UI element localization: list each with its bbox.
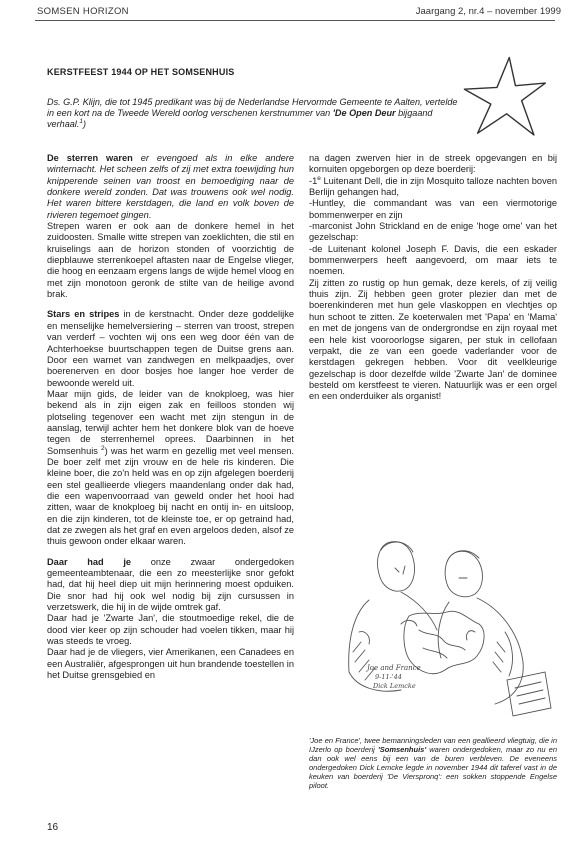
text-column-right: [309, 153, 557, 403]
paragraph: Zij zitten zo rustig op hun gemak, deze kerels, of zij veilig thuis zijn. Zij hebben geen groter plezier dan met de boerenkinderen met hun gele vlaskoppen en vlechtjes op hun schoot te zitten. Ze koeterwalen met 'Papa' en 'Mama' en met de jongens van de ondergrondse en zijn royaal met een hele kist vooroorlogse sigaren, per stuk in cellofaan verpakt, die ze van een goede vaderlander voor de kerstdagen gekregen hebben. Voor dit veelkleurige gezelschap is door dezelfde wilde 'Zwarte Jan' de dominee besteld om kerstfeest te vieren. Natuurlijk was er een orgel en een onderduiker als organist!: [309, 277, 557, 402]
list-item: -de Luitenant kolonel Joseph F. Davis, die een eskader bommenwerpers heeft aangevoerd, om maar iets te noemen.: [309, 243, 557, 277]
list-item: -1e Luitenant Dell, die in zijn Mosquito talloze nachten boven Berlijn gehangen had,: [309, 174, 557, 198]
paragraph: De sterren waren er evengoed als in elke andere winternacht. Het scheen zelfs of zij met extra toewijding hun knipperende seinen van troost en bemoediging naar de donkere wereld zonden. Dat was trouwens ook wel nodig. Het waren bittere kerstdagen, die land en volk boven de rivieren tegemoet gingen.: [47, 153, 295, 220]
paragraph: Daar had je 'Zwarte Jan', die stoutmoedige rekel, die de dood vier keer op zijn schouder had voelen tikken, maar hij was steeds te vroeg.: [47, 613, 294, 647]
article-intro: Ds. G.P. Klijn, die tot 1945 predikant was bij de Nederlandse Hervormde Gemeente te Aalten, vertelde in een kort na de Tweede Wereld oorlog verschenen kerstnummer van 'De Open Deur bijgaand verhaal.$^1$): [47, 97, 458, 130]
list-item: -marconist John Strickland en de enige 'hoge ome' van het gezelschap:: [309, 221, 557, 243]
sketch-inscription-line-1: Joe and France: [367, 664, 421, 672]
issue-info: Jaargang 2, nr.4 – november 1999: [415, 6, 561, 17]
paragraph: Stars en stripes in de kerstnacht. Onder deze goddelijke en menselijke hemelversiering – sterren van troost, strepen van verderf – vochten wij ons een weg door één van de Achterhoekse buurtschappen tegen de Duitse grens aan. Door een warnet van zandwegen en melkpaadjes, over boerenerven en door bosjes hoe langer hoe verder de bewoonde wereld uit.: [47, 309, 294, 388]
paragraph: Maar mijn gids, de leider van de knokploeg, was hier bekend als in zijn eigen zak en feilloos stonden wij plotseling tegenover een wacht met zijn stengun in de aanslag, terwijl achter hem het donkere blok van de hoeve tegen de sterrenhemel oprees. Daarbinnen in het Somsenhuis $^2$) was het warm en gezellig met veel mensen. De boer zelf met zijn vrouw en de hele ris kinderen. Die kleine boer, die zo'n held was en op zijn afgelegen boerderij een stel geallieerde vliegers maandenlang onder dak had, die een wapenvoorraad van geweld onder het hooi had zitten, waar de knokploeg bij nacht en ontij in- en uitsloop, en die zijn kinderen, tot de kleinste toe, er op getraind had, dat ze zwegen als het graf en even argeloos deden, alsof ze thuis gewoon onder elkaar waren.: [47, 388, 294, 547]
paragraph: Daar had je de vliegers, vier Amerikanen, een Canadees en een Australiër, afgesprongen uit hun brandende toestellen in het Duitse grensgebied en: [47, 647, 294, 681]
text-column-left: [47, 153, 294, 681]
article-title: KERSTFEEST 1944 OP HET SOMSENHUIS: [47, 67, 235, 77]
star-icon: [458, 54, 550, 142]
pencil-sketch-illustration: [309, 512, 557, 730]
page-number: 16: [47, 822, 59, 833]
sketch-inscription-line-3: Dick Lemcke: [373, 682, 416, 690]
page-header: [37, 6, 561, 20]
paragraph: Strepen waren er ook aan de donkere hemel in het zuidoosten. Smalle witte strepen van zoeklichten, die stil en kruiselings aan de horizon stonden of voorzichtig de diepblauwe sterrenkoepel aftasten naar de Engelse vlieger, die hoog en eenzaam ergens langs de wijde hemel vloog en met zijn monotoon geronk de stilte van de heilige avond brak.: [47, 221, 294, 300]
paragraph: Daar had je onze zwaar ondergedoken gemeenteambtenaar, die een zo meesterlijke snor gefokt had, dat hij heel diep uit mijn herinnering moest opduiken. Die snor had hij ook wel nodig bij zijn cursussen in verzetswerk, die hij in de wijde omtrek gaf.: [47, 556, 295, 613]
illustration-caption: 'Joe en France', twee bemanningsleden van een geallieerd vliegtuig, die in IJzerlo op boerderij 'Somsenhuis' waren ondergedoken, maar zo nu en dan ook wel eens bij een van de buren verbleven. De eveneens ondergedoken Dick Lemcke legde in november 1944 dit taferel vast in de keuken van boerderij 'De Vierspronq': een sokken stoppende Engelse piloot.: [309, 736, 557, 791]
sketch-inscription-line-2: 9-11-'44: [375, 673, 402, 681]
magazine-name: SOMSEN HORIZON: [37, 6, 129, 17]
header-rule: [35, 20, 555, 21]
paragraph: na dagen zwerven hier in de streek opgevangen en bij kornuiten opgeborgen op deze boerderij:: [309, 153, 557, 175]
list-item: -Huntley, die commandant was van een viermotorige bommenwerper en zijn: [309, 198, 557, 220]
